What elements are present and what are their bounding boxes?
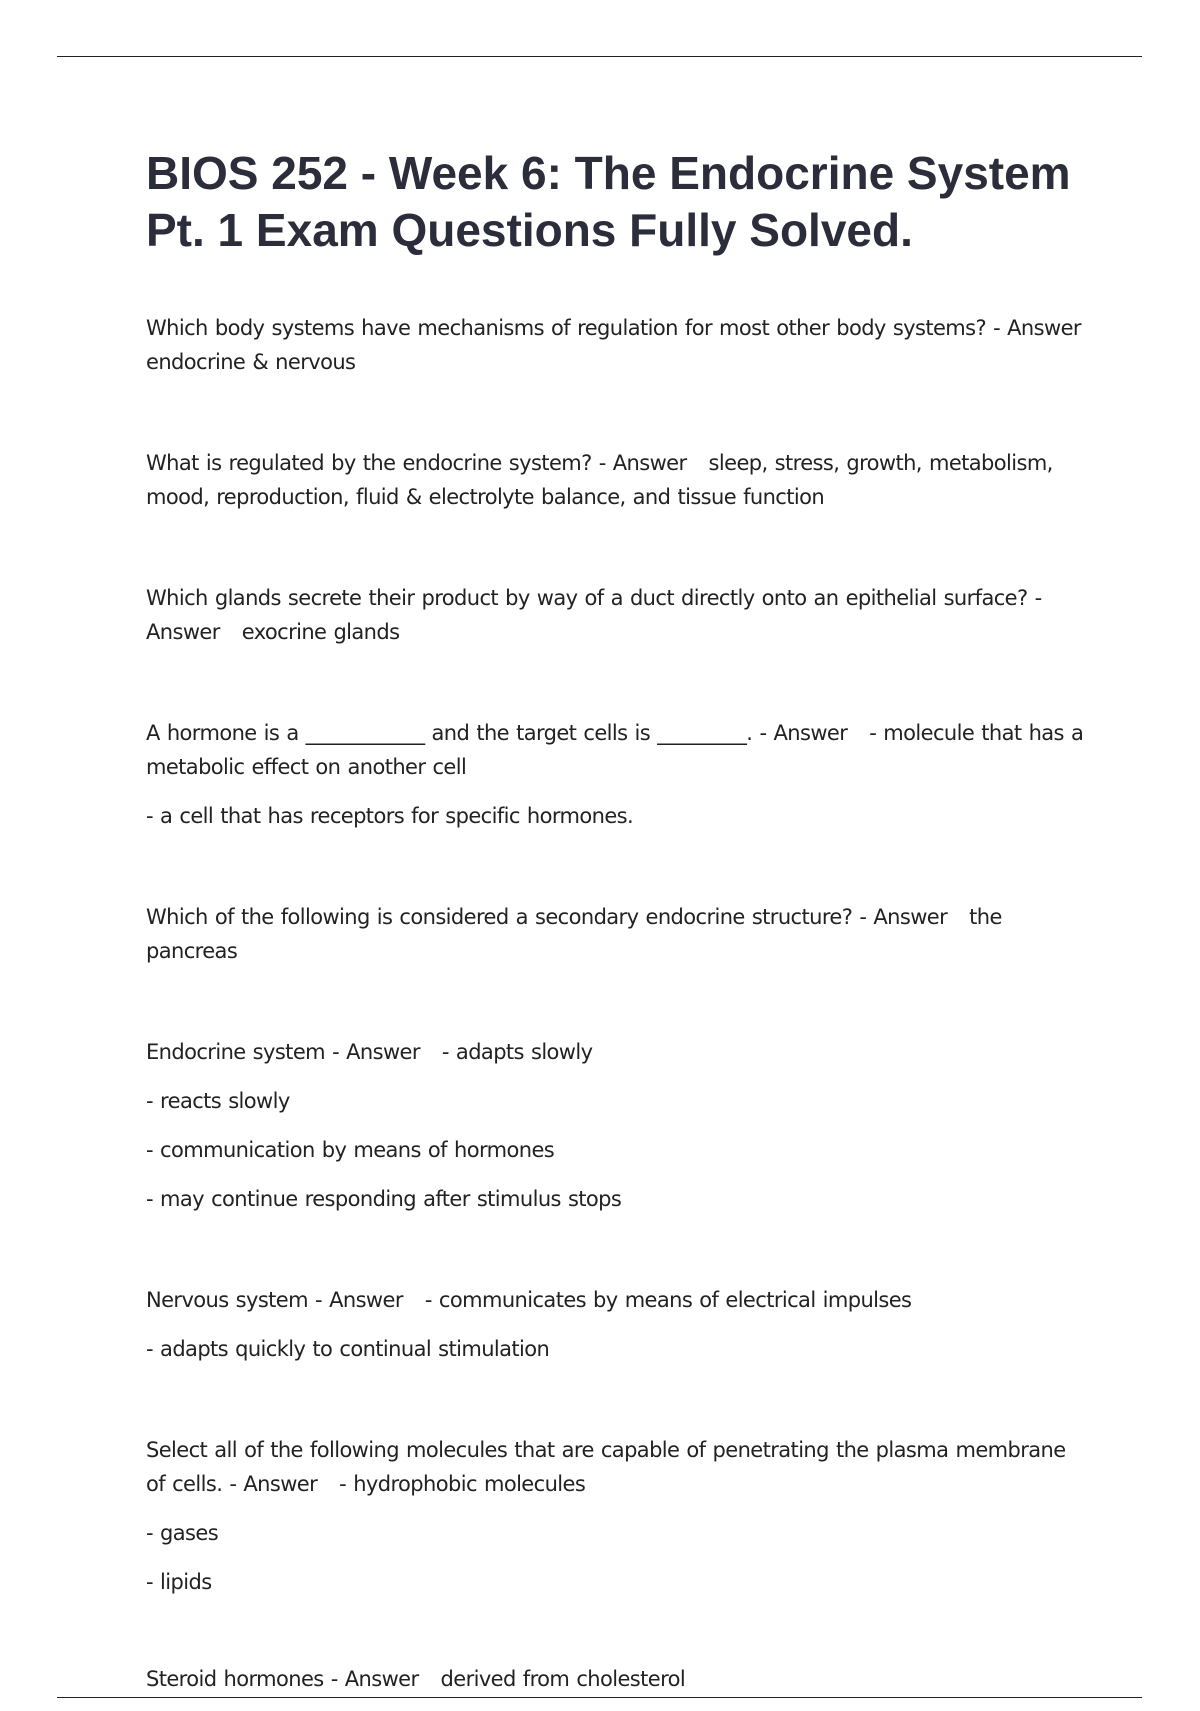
answer-text: endocrine & nervous — [146, 350, 356, 374]
qa-item-3 — [146, 581, 1086, 649]
answer-text: - communicates by means of electrical impulses — [424, 1288, 912, 1312]
answer-text: - hydrophobic molecules — [339, 1472, 586, 1496]
question-text: Which body systems have mechanisms of regulation for most other body systems? - Answer — [146, 316, 1081, 340]
answer-text: sleep, stress, growth, metabolism, mood, reproduction, fluid & electrolyte balance, and tissue function — [146, 451, 1053, 509]
qa-line — [146, 1283, 1086, 1317]
document-body — [146, 145, 1086, 1711]
answer-continuation: - lipids — [146, 1570, 212, 1594]
answer-text: exocrine glands — [241, 620, 400, 644]
answer-continuation: - a cell that has receptors for specific hormones. — [146, 804, 634, 828]
qa-item-4 — [146, 716, 1086, 833]
answer-continuation: - gases — [146, 1521, 219, 1545]
question-text: A hormone is a ____________ and the target cells is _________. - Answer — [146, 721, 848, 745]
question-text: Which glands secrete their product by way of a duct directly onto an epithelial surface? - Answer — [146, 586, 1042, 644]
qa-line — [146, 446, 1086, 514]
qa-item-2 — [146, 446, 1086, 514]
qa-line — [146, 1035, 1086, 1069]
answer-continuation: - communication by means of hormones — [146, 1138, 555, 1162]
qa-item-8 — [146, 1433, 1086, 1599]
question-text: Which of the following is considered a secondary endocrine structure? - Answer — [146, 905, 948, 929]
qa-line — [146, 716, 1086, 784]
header-rule — [57, 56, 1142, 57]
qa-item-9 — [146, 1662, 1086, 1696]
qa-item-7 — [146, 1283, 1086, 1366]
qa-item-1 — [146, 311, 1086, 379]
answer-continuation: - may continue responding after stimulus stops — [146, 1187, 622, 1211]
answer-continuation: - reacts slowly — [146, 1089, 290, 1113]
answer-text: the pancreas — [146, 905, 1002, 963]
qa-item-6 — [146, 1035, 1086, 1216]
question-text: Nervous system - Answer — [146, 1288, 403, 1312]
question-text: Endocrine system - Answer — [146, 1040, 420, 1064]
qa-item-5 — [146, 900, 1086, 968]
answer-text: - molecule that has a metabolic effect on another cell — [146, 721, 1084, 779]
answer-text: - adapts slowly — [441, 1040, 593, 1064]
footer-rule — [57, 1697, 1142, 1698]
question-text: What is regulated by the endocrine system? - Answer — [146, 451, 687, 475]
question-text: Steroid hormones - Answer — [146, 1667, 419, 1691]
answer-continuation: - adapts quickly to continual stimulation — [146, 1337, 550, 1361]
qa-line — [146, 311, 1086, 379]
document-title: BIOS 252 - Week 6: The Endocrine System Pt. 1 Exam Questions Fully Solved. — [146, 147, 1071, 256]
answer-text: derived from cholesterol — [440, 1667, 686, 1691]
qa-line — [146, 581, 1086, 649]
question-text: Select all of the following molecules that are capable of penetrating the plasma membrane of cells. - Answer — [146, 1438, 1066, 1496]
qa-line — [146, 900, 1086, 968]
qa-line — [146, 1433, 1086, 1501]
qa-line — [146, 1662, 1086, 1696]
